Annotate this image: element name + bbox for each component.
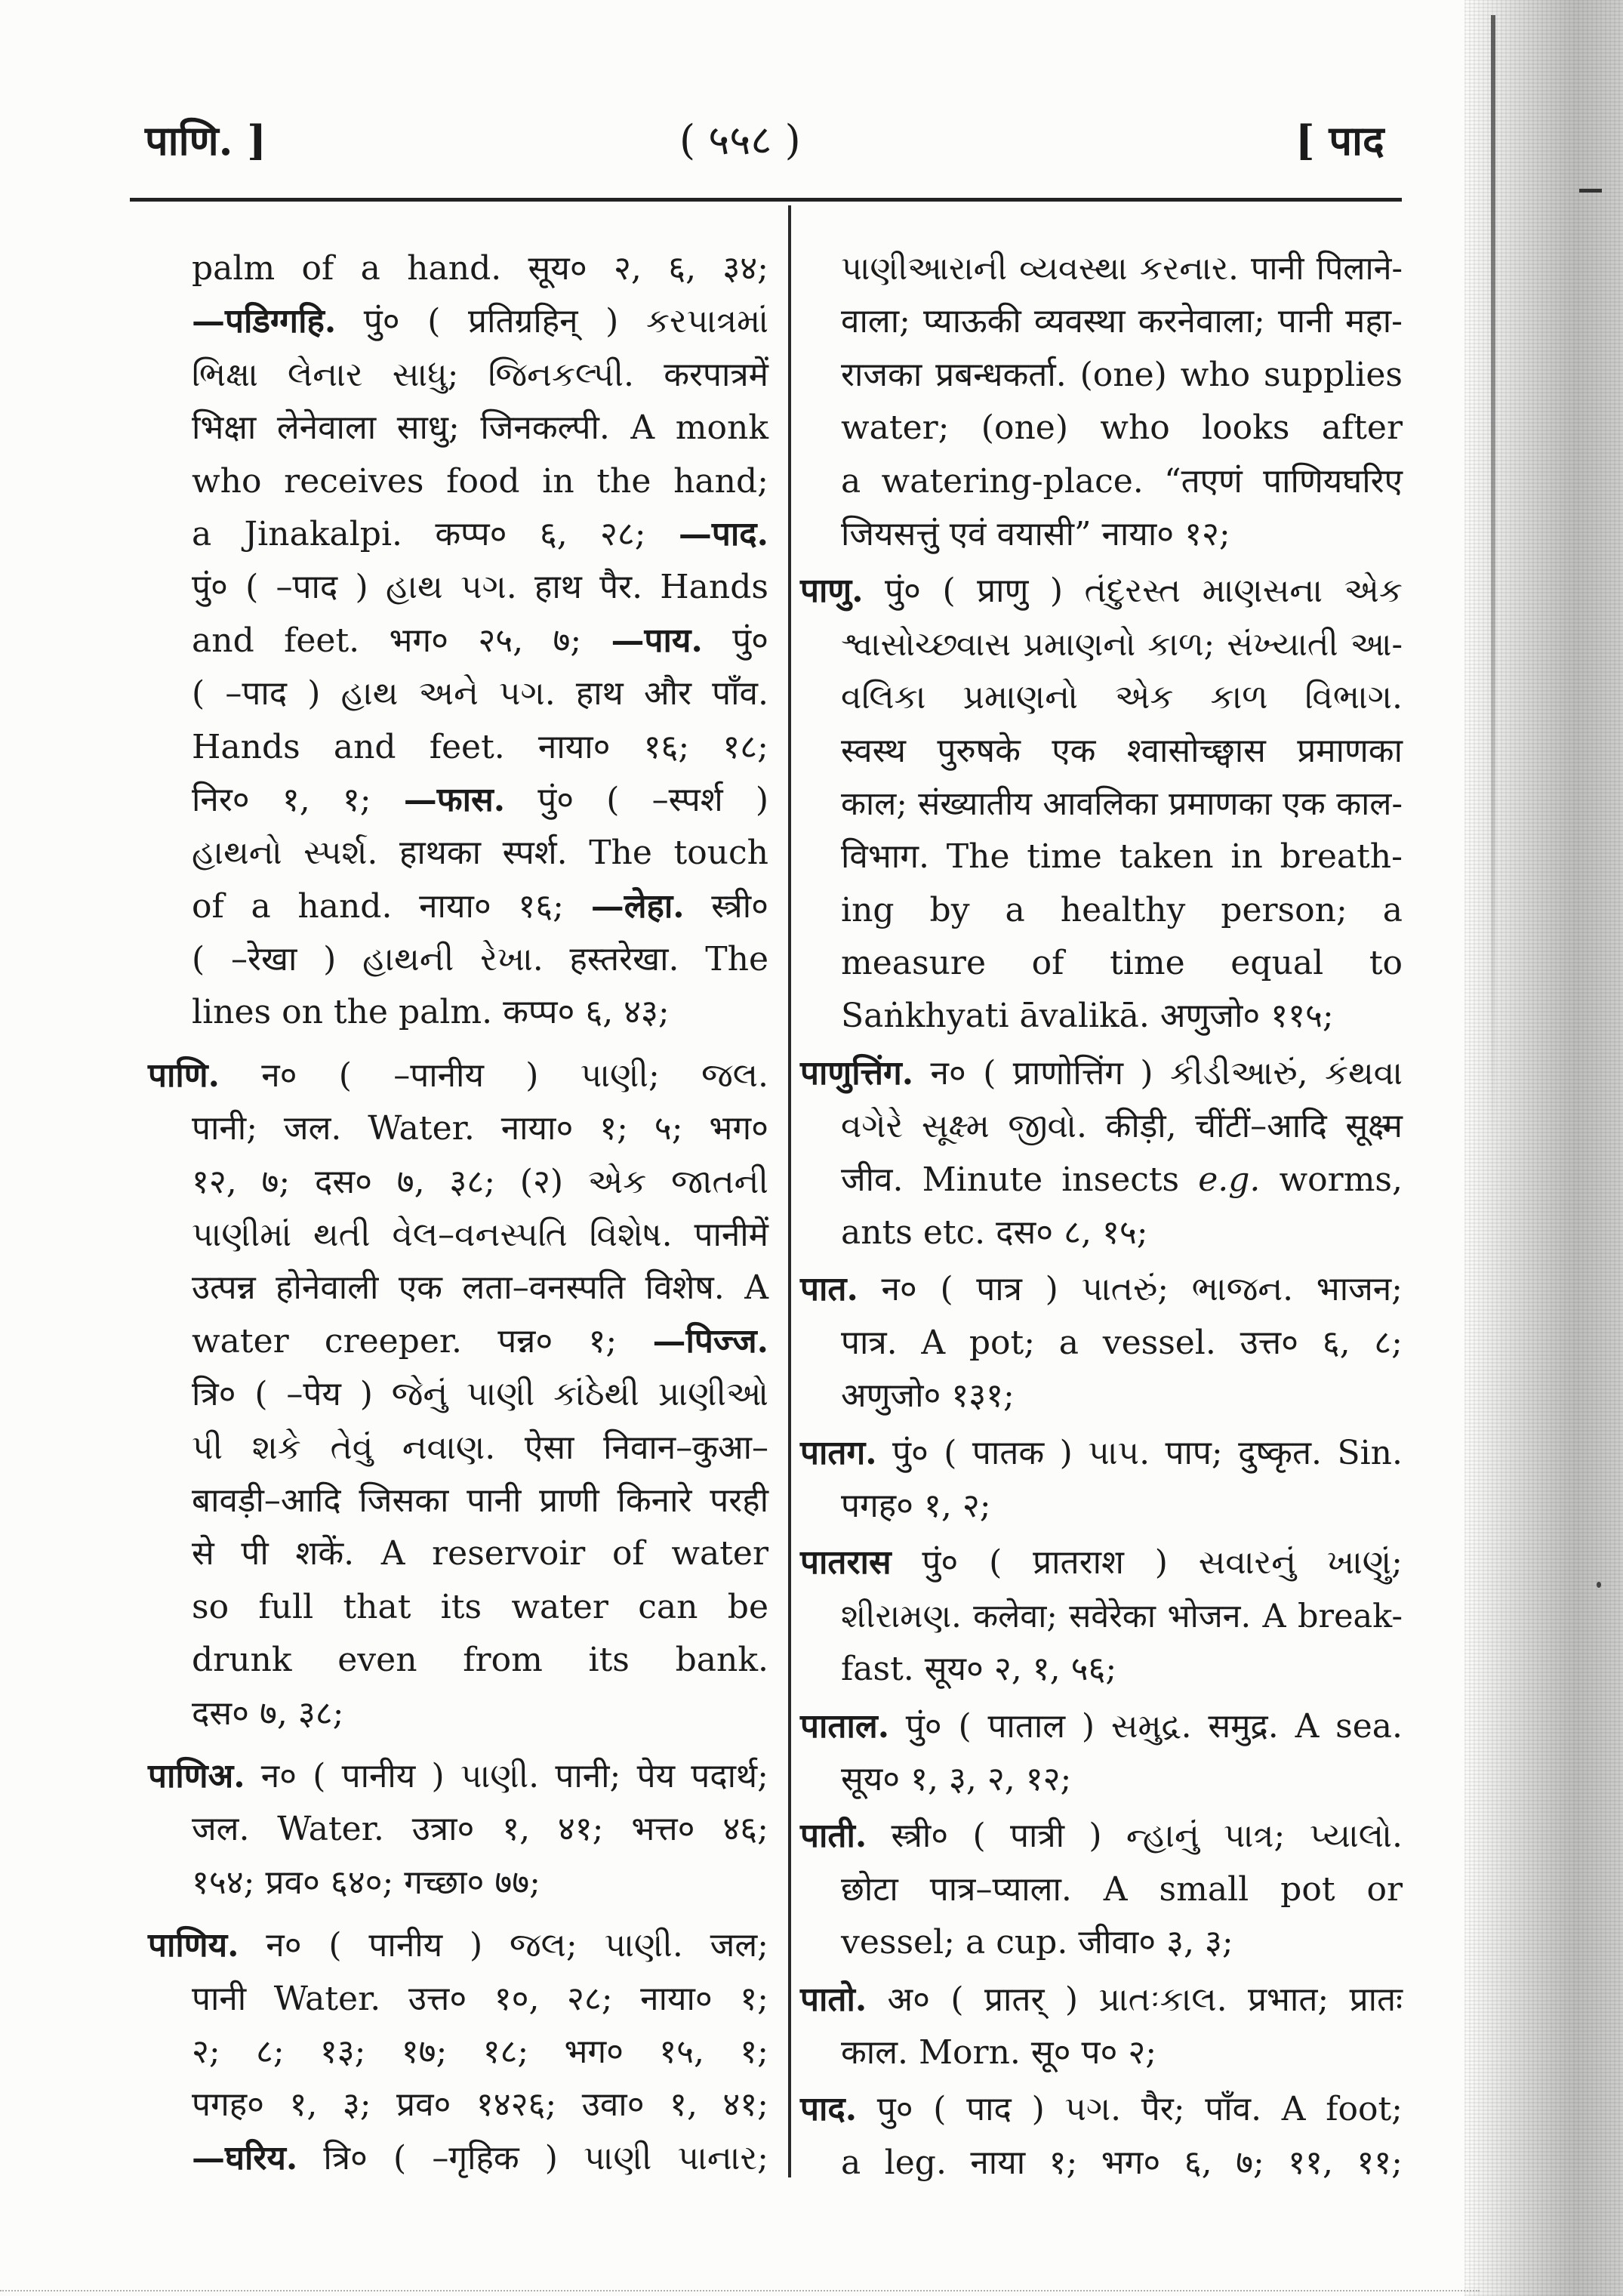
entry-text: १२, ७; दस० ७, ३८; (२) એક જાતની (192, 1162, 768, 1201)
dictionary-line (800, 1810, 1403, 1863)
dictionary-line (800, 1753, 1403, 1806)
headword: पात. (800, 1270, 858, 1309)
dictionary-line (148, 827, 768, 880)
entry-text: ing by a healthy person; a (841, 890, 1403, 929)
entry-text: स्त्री० (684, 886, 768, 926)
dictionary-line (800, 725, 1403, 778)
dictionary-line (800, 990, 1403, 1043)
entry-text: न० ( प्राणोत्तिंग ) કીડીઆરું, કંથવા (913, 1053, 1403, 1093)
headword: पातग. (800, 1433, 877, 1472)
entry-text: छोटा पात्र–प्याला. A small pot or (841, 1869, 1403, 1909)
entry-text: पु० ( पाद ) પગ. पैर; पाँव. A foot; (857, 2090, 1403, 2129)
dictionary-line (800, 1317, 1403, 1370)
bottom-scan-line (0, 2290, 1480, 2291)
entry-text: स्वस्थ पुरुषके एक श्वासोच्छ्वास प्रमाणका (841, 731, 1403, 770)
left-column (148, 242, 768, 2185)
entry-text: fast. सूय० २, १, ५६; (841, 1650, 1117, 1689)
entry-text: ( –रेखा ) હાથની રેખા. हस्तरेखा. The (192, 940, 768, 979)
entry-text: a watering-place. “तएणं पाणियघरिए (841, 461, 1403, 501)
headword: पातरास (800, 1543, 892, 1583)
headword: पाताल. (800, 1706, 890, 1746)
dictionary-line (800, 242, 1403, 295)
entry-text: २; ८; १३; १७; १८; भग० १५, १; (192, 2032, 768, 2071)
margin-mark (1579, 189, 1602, 193)
headword: पातो. (800, 1980, 867, 2019)
entry-text: राजका प्रबन्धकर्ता. (one) who supplies (841, 355, 1403, 394)
dictionary-line (800, 1590, 1403, 1643)
dictionary-line (148, 1368, 768, 1421)
dictionary-line (148, 667, 768, 720)
entry-text: worms, (1260, 1160, 1403, 1199)
dictionary-line (148, 615, 768, 667)
dictionary-line (800, 618, 1403, 671)
entry-text: पानी Water. उत्त० १०, २८; नाया० १; (192, 1979, 768, 2018)
entry-text: भिक्षा लेनेवाला साधु; जिनकल्पी. A monk (192, 408, 768, 448)
headword: —पडिग्गहि. (192, 302, 337, 341)
headword: पाणि. (148, 1056, 220, 1095)
dictionary-line (148, 1527, 768, 1580)
entry-text: त्रि० ( –गृहिक ) પાણી પાનાર; (297, 2138, 768, 2177)
dictionary-line (800, 671, 1403, 724)
entry-text: પાણીમાં થતી વેલ–વનસ્પતિ વિશેષ. पानीमें (192, 1216, 768, 1255)
running-head-left: पाणि. ] (145, 116, 266, 165)
entry-text: શ્વાસોચ્છ્વાસ પ્રમાણનો કાળ; સંખ્યાતી આ- (841, 625, 1403, 664)
entry-text: १५४; प्रव० ६४०; गच्छा० ७७; (192, 1863, 540, 1902)
entry-text: सूय० १, ३, २, १२; (841, 1759, 1072, 1798)
dictionary-line (148, 2079, 768, 2131)
dictionary-line (800, 1974, 1403, 2026)
entry-text: पानी; जल. Water. नाया० १; ५; भग० (192, 1109, 768, 1148)
dictionary-line (148, 349, 768, 402)
entry-text: जीव. Minute insects (841, 1160, 1199, 1199)
entry-text: measure of time equal to (841, 944, 1403, 983)
dictionary-line (800, 2083, 1403, 2136)
entry-text: पुं० ( –पाद ) હાથ પગ. हाथ पैर. Hands (192, 568, 768, 607)
dictionary-line (800, 1700, 1403, 1753)
entry-text: पगह० १, ३; प्रव० १४२६; उवा० १, ४१; (192, 2085, 768, 2125)
dictionary-line (800, 937, 1403, 990)
dictionary-line (148, 1919, 768, 1972)
entry-text: વલિકા પ્રમાણનો એક કાળ વિભાગ. (841, 678, 1403, 717)
entry-text: निर० १, १; (192, 780, 404, 819)
dictionary-line (148, 1049, 768, 1102)
entry-text: પાણીઆરાની વ્યવસ્થા કરનાર. पानी पिलाने- (841, 250, 1403, 288)
dictionary-line (148, 561, 768, 614)
scan-shadow-edge (1464, 0, 1623, 2296)
entry-text: ants etc. दस० ८, १५; (841, 1213, 1148, 1253)
entry-text: palm of a hand. सूय० २, ६, ३४; (192, 249, 768, 288)
headword: —पाय. (611, 621, 703, 660)
dictionary-line (800, 1863, 1403, 1916)
dictionary-line (148, 1422, 768, 1475)
headword: पाणु. (800, 572, 864, 611)
headword: —पिज्ज. (652, 1321, 768, 1361)
dictionary-line (800, 349, 1403, 402)
header-rule (130, 198, 1402, 202)
headword: —पाद. (678, 514, 768, 553)
entry-text: पुं० ( प्रातराश ) સવારનું ખાણું; (891, 1543, 1403, 1583)
entry-text: अणुजो० १३१; (841, 1376, 1015, 1416)
dictionary-line (800, 831, 1403, 883)
entry-text: काल; संख्यातीय आवलिका प्रमाणका एक काल- (841, 784, 1403, 823)
entry-text: ( –पाद ) હાથ અને પગ. हाथ और पाँव. (192, 674, 768, 713)
dictionary-line (148, 1581, 768, 1634)
entry-text: water creeper. पन्न० १; (192, 1321, 653, 1361)
dictionary-line (148, 2132, 768, 2185)
entry-text: a Jinakalpi. कप्प० ६, २८; (192, 514, 679, 553)
dictionary-line (800, 1047, 1403, 1100)
entry-text: so full that its water can be (192, 1587, 768, 1626)
dictionary-line (800, 884, 1403, 937)
entry-text: Hands and feet. नाया० १६; १८; (192, 727, 768, 766)
dictionary-line (800, 778, 1403, 831)
entry-text: काल. Morn. सू० प० २; (841, 2032, 1157, 2072)
entry-text: न० ( पानीय ) પાણી. पानी; पेय पदार्थ; (245, 1756, 768, 1795)
dictionary-line (148, 1475, 768, 1527)
dictionary-line (148, 1803, 768, 1856)
entry-text: ભિક્ષા લેનાર સાધુ; જિનકલ્પી. करपात्रमें (192, 355, 768, 394)
column-divider (788, 205, 791, 2177)
dictionary-line (148, 721, 768, 774)
dictionary-line (148, 1634, 768, 1687)
headword: पाद. (800, 2090, 858, 2129)
headword: —घरिय. (192, 2138, 298, 2177)
entry-text: पुं० ( पातक ) પાપ. पाप; दुष्कृत. Sin. (876, 1433, 1403, 1472)
entry-text: of a hand. नाया० १६; (192, 886, 591, 926)
entry-text: स्त्री० ( पात्री ) ન્હાનું પાત્ર; પ્યાલો. (867, 1817, 1403, 1856)
dictionary-line (800, 1536, 1403, 1589)
entry-text: શીરામણ. कलेवा; सवेरेका भोजन. A break- (841, 1597, 1403, 1635)
entry-text: drunk even from its bank. (192, 1641, 768, 1680)
entry-text: अ० ( प्रातर् ) પ્રાતઃકાલ. प्रभात; प्रातः (867, 1980, 1403, 2019)
dictionary-line (800, 2026, 1403, 2079)
dictionary-line (148, 1156, 768, 1209)
headword: पाणुत्तिंग. (800, 1053, 914, 1093)
running-head-right: [ पाद (1295, 116, 1384, 165)
entry-text: उत्पन्न होनेवाली एक लता–वनस्पति विशेष. A (192, 1268, 768, 1308)
dictionary-line (148, 508, 768, 561)
headword: —फास. (403, 780, 506, 819)
entry-text: त्रि० ( –पेय ) જેનું પાણી કાંઠેથી પ્રાણીઓ (192, 1375, 768, 1414)
entry-text: न० ( पात्र ) પાતરું; ભાજન. भाजन; (858, 1270, 1403, 1309)
dictionary-line (800, 1100, 1403, 1153)
entry-text: पात्र. A pot; a vessel. उत्त० ६, ८; (841, 1323, 1403, 1362)
entry-text: who receives food in the hand; (192, 461, 768, 501)
dictionary-line (800, 1154, 1403, 1207)
dictionary-line (148, 1857, 768, 1909)
entry-text: पगह० १, २; (841, 1486, 991, 1525)
dictionary-line (148, 295, 768, 348)
dictionary-line (800, 402, 1403, 455)
entry-text: दस० ७, ३८; (192, 1693, 344, 1733)
dictionary-line (148, 242, 768, 295)
dictionary-line (800, 1263, 1403, 1316)
dictionary-line (148, 1973, 768, 2026)
dictionary-line (148, 1315, 768, 1368)
headword: पाणिअ. (148, 1756, 245, 1795)
entry-text: विभाग. The time taken in breath- (841, 837, 1403, 877)
entry-text: a leg. नाया १; भग० ६, ७; ११, ११; (841, 2143, 1403, 2182)
entry-text: Saṅkhyati āvalikā. अणुजो० ११५; (841, 997, 1334, 1036)
dictionary-line (148, 402, 768, 455)
dictionary-line (148, 933, 768, 986)
dictionary-line (800, 2137, 1403, 2190)
dictionary-line (800, 295, 1403, 348)
page-number: ( ५५८ ) (679, 116, 801, 164)
dictionary-line (800, 1427, 1403, 1480)
entry-text: से पी शकें. A reservoir of water (192, 1534, 768, 1573)
dictionary-line (148, 1102, 768, 1155)
margin-dot (1597, 1582, 1601, 1588)
dictionary-line (800, 1643, 1403, 1696)
entry-text: વગેરે સૂક્ષ્મ જીવો. कीड़ी, चींटीं–आदि सूक्ष्म (841, 1107, 1403, 1146)
entry-text: जियसत्तुं एवं वयासी” नाया० १२; (841, 514, 1230, 553)
dictionary-line (148, 986, 768, 1039)
dictionary-line (148, 2026, 768, 2079)
entry-text: पुं० (702, 621, 769, 660)
right-column (800, 242, 1403, 2190)
scan-fold-line (1491, 15, 1495, 1148)
dictionary-line (148, 1687, 768, 1740)
entry-text: lines on the palm. कप्प० ६, ४३; (192, 993, 670, 1032)
entry-text: पुं० ( –स्पर्श ) (505, 780, 768, 819)
dictionary-line (148, 774, 768, 827)
dictionary-line (800, 1207, 1403, 1259)
entry-text: water; (one) who looks after (841, 408, 1403, 448)
dictionary-line (148, 880, 768, 933)
headword: पाणिय. (148, 1926, 239, 1965)
headword: —लेहा. (590, 886, 685, 926)
headword: पाती. (800, 1817, 867, 1856)
entry-text: પી શકે તેવું નવાણ. ऐसा निवान–कुआ– (192, 1428, 768, 1467)
entry-text: vessel; a cup. जीवा० ३, ३; (841, 1923, 1233, 1962)
dictionary-line (800, 565, 1403, 618)
entry-text: जल. Water. उत्रा० १, ४१; भत्त० ४६; (192, 1810, 768, 1849)
entry-text: and feet. भग० २५, ७; (192, 621, 611, 660)
entry-text: न० ( –पानीय ) પાણી; જલ. (219, 1056, 768, 1095)
entry-text: बावड़ी–आदि जिसका पानी प्राणी किनारे परही (192, 1481, 768, 1520)
dictionary-line (800, 455, 1403, 508)
entry-text: पुं० ( प्रतिग्रहिन् ) કરપાત્રમાં (336, 302, 768, 341)
entry-text: e.g. (1198, 1160, 1261, 1199)
dictionary-line (148, 455, 768, 508)
dictionary-line (148, 1262, 768, 1314)
dictionary-line (800, 508, 1403, 561)
dictionary-line (800, 1480, 1403, 1533)
entry-text: वाला; प्याऊकी व्यवस्था करनेवाला; पानी महा- (841, 302, 1403, 341)
dictionary-line (800, 1916, 1403, 1969)
dictionary-line (800, 1370, 1403, 1422)
entry-text: હાથનો સ્પર્શ. हाथका स्पर्श. The touch (192, 834, 768, 873)
entry-text: पुं० ( प्राणु ) તંદુરસ્ત માણસના એક (863, 572, 1403, 611)
entry-text: पुं० ( पाताल ) સમુદ્ર. समुद्र. A sea. (889, 1706, 1403, 1746)
dictionary-line (148, 1209, 768, 1262)
entry-text: न० ( पानीय ) જલ; પાણી. जल; (239, 1926, 768, 1965)
dictionary-line (148, 1750, 768, 1803)
